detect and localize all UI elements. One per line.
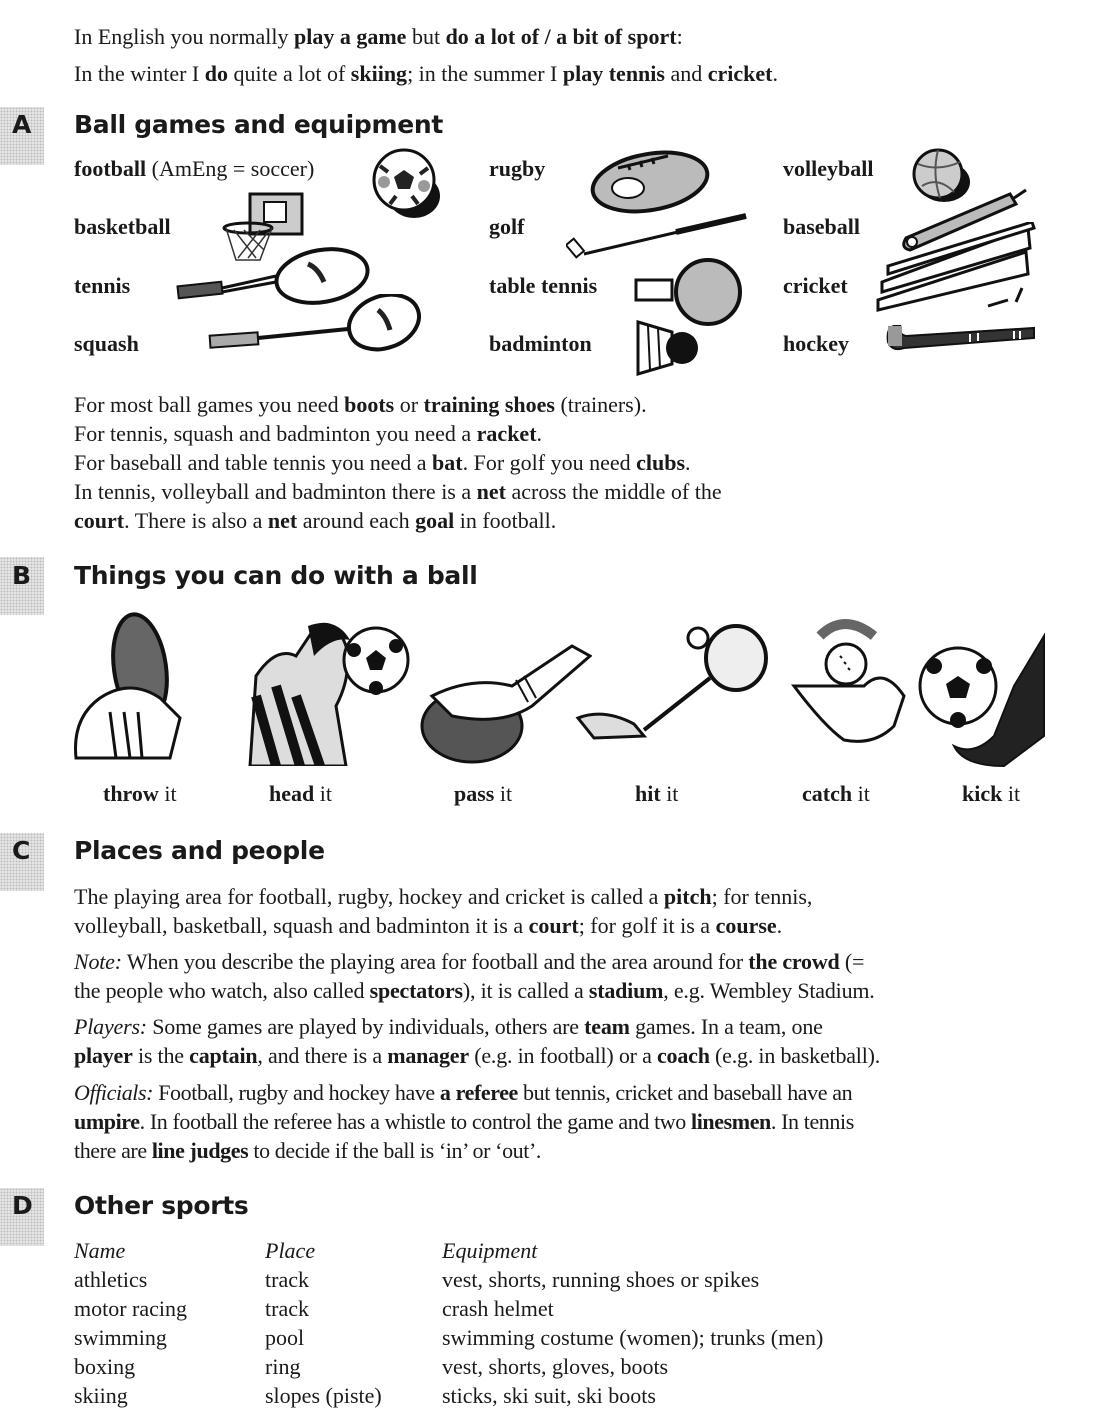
text-segment: . In football the referee has a whistle to control the game and two bbox=[139, 1109, 691, 1134]
bold-term: linesmen bbox=[690, 1109, 771, 1134]
text-segment: across the middle of the bbox=[505, 479, 722, 504]
column-header-equipment: Equipment bbox=[442, 1238, 538, 1263]
equipment-note: (AmEng = soccer) bbox=[146, 156, 315, 181]
kick-ball-icon bbox=[914, 626, 1054, 776]
text-segment: Football, rugby and hockey have bbox=[153, 1080, 440, 1105]
equipment-name: badminton bbox=[489, 331, 592, 356]
bold-term: play tennis bbox=[562, 61, 665, 86]
table-row bbox=[74, 1383, 974, 1412]
equipment-label-tennis bbox=[74, 273, 130, 299]
table-header bbox=[74, 1238, 974, 1267]
section-b-title: Things you can do with a ball bbox=[74, 561, 478, 590]
action-object: it bbox=[1002, 781, 1021, 806]
text-segment: volleyball, basketball, squash and badminton it is a bbox=[74, 913, 529, 938]
text-segment: . bbox=[772, 61, 778, 86]
equipment-label-basketball bbox=[74, 214, 171, 240]
equipment-name: baseball bbox=[783, 214, 861, 239]
equipment-label-badminton bbox=[489, 331, 592, 357]
sport-name: boxing bbox=[74, 1354, 136, 1379]
italic-label: Note: bbox=[74, 949, 122, 974]
action-verb: pass bbox=[454, 781, 495, 806]
bold-term: training shoes bbox=[423, 392, 555, 417]
bold-term: do bbox=[204, 61, 228, 86]
text-segment: In tennis, volleyball and badminton there is a bbox=[74, 479, 477, 504]
equipment-label-football bbox=[74, 156, 314, 182]
text-segment: in football. bbox=[454, 508, 557, 533]
bold-term: bat bbox=[432, 450, 463, 475]
text-segment: For baseball and table tennis you need a bbox=[74, 450, 433, 475]
sport-equipment: swimming costume (women); trunks (men) bbox=[442, 1325, 824, 1350]
bold-term: pitch bbox=[663, 884, 712, 909]
bold-term: boots bbox=[344, 392, 395, 417]
text-segment: games. In a team, one bbox=[629, 1014, 823, 1039]
text-segment: . bbox=[536, 421, 543, 446]
bold-term: cricket bbox=[707, 61, 773, 86]
hit-ball-icon bbox=[574, 624, 770, 740]
bold-term: do a lot of / a bit of sport bbox=[445, 24, 677, 49]
text-segment: . bbox=[685, 450, 691, 475]
bold-term: manager bbox=[387, 1043, 469, 1068]
bold-term: skiing bbox=[350, 61, 408, 86]
bold-term: play a game bbox=[293, 24, 407, 49]
shuttlecock-icon bbox=[632, 316, 706, 378]
section-a-paragraph bbox=[74, 390, 722, 535]
text-segment: ; in the summer I bbox=[407, 61, 563, 86]
text-segment: For most ball games you need bbox=[74, 392, 345, 417]
text-segment: but bbox=[406, 24, 446, 49]
throw-ball-icon bbox=[70, 608, 210, 770]
paragraph-line bbox=[74, 947, 875, 976]
intro-line bbox=[74, 55, 778, 92]
paragraph-line bbox=[74, 419, 722, 448]
text-segment: (= bbox=[839, 949, 865, 974]
section-d-title: Other sports bbox=[74, 1191, 249, 1220]
text-segment: , e.g. Wembley Stadium. bbox=[663, 978, 875, 1003]
equipment-label-cricket bbox=[783, 273, 848, 299]
paragraph-line bbox=[74, 1041, 880, 1070]
action-label-catch bbox=[802, 781, 870, 807]
paragraph-line bbox=[74, 506, 722, 535]
text-segment: there are bbox=[74, 1138, 152, 1163]
paragraph-line bbox=[74, 448, 722, 477]
action-label-head bbox=[269, 781, 332, 807]
action-verb: catch bbox=[802, 781, 853, 806]
text-segment: ; for tennis, bbox=[711, 884, 813, 909]
text-segment: to decide if the ball is ‘in’ or ‘out’. bbox=[248, 1138, 542, 1163]
bold-term: line judges bbox=[151, 1138, 249, 1163]
action-label-throw bbox=[103, 781, 177, 807]
text-segment: Some games are played by individuals, others are bbox=[146, 1014, 585, 1039]
bold-term: net bbox=[267, 508, 298, 533]
paragraph-line bbox=[74, 1012, 880, 1041]
table-row bbox=[74, 1354, 974, 1383]
section-c-letter: C bbox=[12, 836, 31, 865]
bold-term: player bbox=[74, 1043, 133, 1068]
italic-label: Officials: bbox=[74, 1080, 154, 1105]
sport-equipment: vest, shorts, gloves, boots bbox=[442, 1354, 669, 1379]
text-segment: the people who watch, also called bbox=[74, 978, 370, 1003]
head-ball-icon bbox=[236, 616, 416, 766]
section-c-paragraph-1 bbox=[74, 882, 812, 940]
bold-term: umpire bbox=[74, 1109, 140, 1134]
table-row bbox=[74, 1325, 974, 1354]
equipment-name: basketball bbox=[74, 214, 171, 239]
text-segment: : bbox=[676, 24, 683, 49]
text-segment: around each bbox=[297, 508, 416, 533]
section-a-title: Ball games and equipment bbox=[74, 110, 444, 139]
equipment-name: volleyball bbox=[783, 156, 874, 181]
bold-term: court bbox=[528, 913, 579, 938]
sport-place: pool bbox=[265, 1325, 305, 1350]
table-row bbox=[74, 1296, 974, 1325]
bold-term: coach bbox=[656, 1043, 710, 1068]
action-label-hit bbox=[635, 781, 678, 807]
sport-place: track bbox=[265, 1296, 309, 1321]
text-segment: (e.g. in football) or a bbox=[468, 1043, 657, 1068]
sport-place: track bbox=[265, 1267, 309, 1292]
equipment-label-squash bbox=[74, 331, 139, 357]
action-verb: head bbox=[269, 781, 315, 806]
bold-term: captain bbox=[189, 1043, 258, 1068]
rugby-ball-icon bbox=[588, 146, 714, 216]
section-c-players bbox=[74, 1012, 880, 1070]
bold-term: clubs bbox=[636, 450, 686, 475]
text-segment: quite a lot of bbox=[227, 61, 351, 86]
sport-name: athletics bbox=[74, 1267, 148, 1292]
action-object: it bbox=[314, 781, 332, 806]
bold-term: court bbox=[74, 508, 125, 533]
section-c-title: Places and people bbox=[74, 836, 325, 865]
hockey-stick-icon bbox=[884, 320, 1040, 360]
bold-term: racket bbox=[476, 421, 537, 446]
text-segment: For tennis, squash and badminton you need a bbox=[74, 421, 477, 446]
action-verb: throw bbox=[103, 781, 159, 806]
text-segment: . In tennis bbox=[770, 1109, 854, 1134]
column-header-place: Place bbox=[265, 1238, 316, 1263]
section-b-letter: B bbox=[12, 561, 32, 590]
squash-racket-icon bbox=[208, 294, 422, 358]
action-label-pass bbox=[454, 781, 512, 807]
text-segment: In English you normally bbox=[74, 24, 294, 49]
equipment-label-hockey bbox=[783, 331, 849, 357]
section-c-officials bbox=[74, 1078, 854, 1165]
section-d-letter: D bbox=[12, 1191, 33, 1220]
sport-equipment: crash helmet bbox=[442, 1296, 554, 1321]
text-segment: When you describe the playing area for football and the area around for bbox=[121, 949, 749, 974]
equipment-name: squash bbox=[74, 331, 139, 356]
equipment-name: table tennis bbox=[489, 273, 598, 298]
paragraph-line bbox=[74, 911, 812, 940]
sport-name: motor racing bbox=[74, 1296, 188, 1321]
bold-term: net bbox=[476, 479, 506, 504]
text-segment: or bbox=[394, 392, 424, 417]
section-c-note bbox=[74, 947, 875, 1005]
equipment-label-baseball bbox=[783, 214, 860, 240]
action-object: it bbox=[852, 781, 870, 806]
text-segment: ), it is called a bbox=[462, 978, 589, 1003]
equipment-label-rugby bbox=[489, 156, 545, 182]
bold-term: course bbox=[715, 913, 777, 938]
action-object: it bbox=[660, 781, 679, 806]
equipment-name: hockey bbox=[783, 331, 849, 356]
equipment-label-golf bbox=[489, 214, 524, 240]
equipment-label-volleyball bbox=[783, 156, 873, 182]
text-segment: . bbox=[776, 913, 783, 938]
sport-name: skiing bbox=[74, 1383, 128, 1408]
action-verb: kick bbox=[962, 781, 1003, 806]
sport-name: swimming bbox=[74, 1325, 167, 1350]
text-segment: (trainers). bbox=[554, 392, 647, 417]
text-segment: , and there is a bbox=[257, 1043, 388, 1068]
equipment-label-table-tennis bbox=[489, 273, 597, 299]
text-segment: In the winter I bbox=[74, 61, 205, 86]
intro bbox=[74, 18, 778, 92]
section-a-letter: A bbox=[12, 110, 32, 139]
bold-term: team bbox=[584, 1014, 630, 1039]
text-segment: (e.g. in basketball). bbox=[709, 1043, 881, 1068]
equipment-name: cricket bbox=[783, 273, 848, 298]
sport-equipment: vest, shorts, running shoes or spikes bbox=[442, 1267, 760, 1292]
bold-term: spectators bbox=[369, 978, 463, 1003]
action-verb: hit bbox=[635, 781, 661, 806]
text-segment: The playing area for football, rugby, hockey and cricket is called a bbox=[74, 884, 664, 909]
text-segment: and bbox=[664, 61, 708, 86]
cricket-stumps-icon bbox=[868, 222, 1038, 314]
action-object: it bbox=[494, 781, 513, 806]
sport-equipment: sticks, ski suit, ski boots bbox=[442, 1383, 656, 1408]
paragraph-line bbox=[74, 1107, 854, 1136]
golf-club-icon bbox=[566, 210, 750, 262]
football-icon bbox=[370, 146, 444, 222]
intro-line bbox=[74, 18, 778, 55]
paragraph-line bbox=[74, 477, 722, 506]
paragraph-line bbox=[74, 390, 722, 419]
paragraph-line bbox=[74, 976, 875, 1005]
bold-term: the crowd bbox=[748, 949, 840, 974]
catch-ball-icon bbox=[784, 606, 914, 756]
equipment-name: golf bbox=[489, 214, 525, 239]
text-segment: but tennis, cricket and baseball have an bbox=[517, 1080, 853, 1105]
paragraph-line bbox=[74, 1078, 854, 1107]
equipment-name: tennis bbox=[74, 273, 131, 298]
paragraph-line bbox=[74, 1136, 854, 1165]
action-object: it bbox=[158, 781, 177, 806]
column-header-name: Name bbox=[74, 1238, 126, 1263]
equipment-name: rugby bbox=[489, 156, 546, 181]
bold-term: goal bbox=[415, 508, 455, 533]
text-segment: ; for golf it is a bbox=[578, 913, 716, 938]
sport-place: ring bbox=[265, 1354, 301, 1379]
italic-label: Players: bbox=[74, 1014, 147, 1039]
bold-term: a referee bbox=[439, 1080, 518, 1105]
text-segment: . For golf you need bbox=[462, 450, 637, 475]
action-label-kick bbox=[962, 781, 1020, 807]
bold-term: stadium bbox=[588, 978, 664, 1003]
text-segment: . There is also a bbox=[124, 508, 268, 533]
paragraph-line bbox=[74, 882, 812, 911]
equipment-name: football bbox=[74, 156, 147, 181]
table-row bbox=[74, 1267, 974, 1296]
text-segment: is the bbox=[132, 1043, 190, 1068]
pass-ball-icon bbox=[412, 636, 592, 766]
sport-place: slopes (piste) bbox=[265, 1383, 382, 1408]
